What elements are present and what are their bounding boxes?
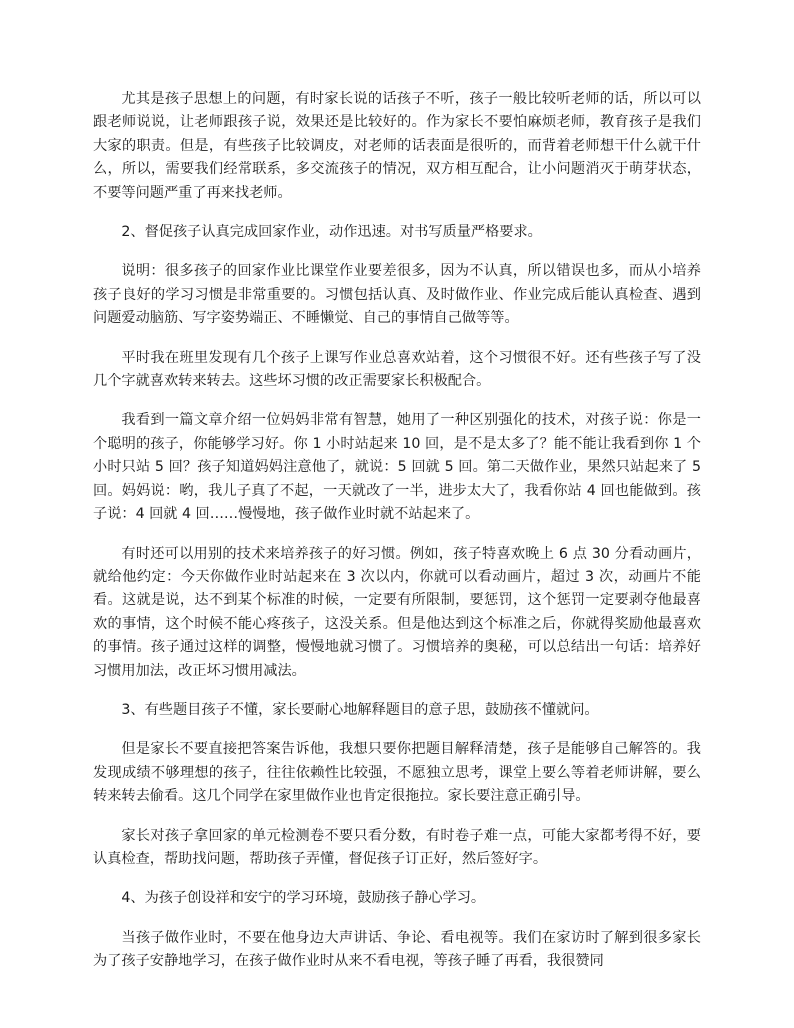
- paragraph-quiet-study: 当孩子做作业时，不要在他身边大声讲话、争论、看电视等。我们在家访时了解到很多家长为了孩子安静地学习，在孩子做作业时从来不看电视，等孩子睡了再看，我很赞同: [93, 929, 701, 970]
- paragraph-test-papers: 家长对孩子拿回家的单元检测卷不要只看分数，有时卷子难一点，可能大家都考得不好，要认真检查，帮助找问题，帮助孩子弄懂，督促孩子订正好，然后签好字。: [93, 827, 701, 867]
- heading-explain-questions: 3、有些题目孩子不懂，家长要耐心地解释题目的意子思，鼓励孩不懂就问。: [121, 701, 599, 718]
- heading-learning-environment: 4、为孩子创设祥和安宁的学习环境，鼓励孩子静心学习。: [121, 890, 486, 907]
- paragraph-bad-habits: 平时我在班里发现有几个孩子上课写作业总喜欢站着，这个习惯很不好。还有些孩子写了没几个字就喜欢转来转去。这些坏习惯的改正需要家长积极配合。: [93, 349, 701, 390]
- paragraph-habit-techniques: 有时还可以用别的技术来培养孩子的好习惯。例如，孩子特喜欢晚上 6 点 30 分看动画片，就给他约定：今天你做作业时站起来在 3 次以内，你就可以看动画片，超过 3 次，动画片不能看。这就是说，达不到某个标准的时候，一定要有所限制，要惩罚，这个惩罚一定要剥夺他最喜欢的事情，这个时候不能心疼孩子，这没关系。但是他达到这个标准之后，你就得奖励他最喜欢的事情。孩子通过这样的调整，慢慢地就习惯了。习惯培养的奥秘，可以总结出一句话：培养好习惯用加法，改正坏习惯用减法。: [93, 545, 701, 679]
- paragraph-mother-story: 我看到一篇文章介绍一位妈妈非常有智慧，她用了一种区别强化的技术，对孩子说：你是一个聪明的孩子，你能够学习好。你 1 小时站起来 10 回，是不是太多了？能不能让我看到你 1 个小时只站 5 回？孩子知道妈妈注意他了，就说：5 回就 5 回。第二天做作业，果然只站起来了 5 回。妈妈说：哟，我儿子真了不起，一天就改了一半，进步太大了，我看你站 4 回也能做到。孩子说：4 回就 4 回……慢慢地，孩子做作业时就不站起来了。: [93, 412, 701, 523]
- document-page: [93, 88, 701, 990]
- paragraph-teacher-communication: 尤其是孩子思想上的问题，有时家长说的话孩子不听，孩子一般比较听老师的话，所以可以跟老师说说，让老师跟孩子说，效果还是比较好的。作为家长不要怕麻烦老师，教育孩子是我们大家的职责。但是，有些孩子比较调皮，对老师的话表面是很听的，而背着老师想干什么就干什么，所以，需要我们经常联系，多交流孩子的情况，双方相互配合，让小问题消灭于萌芽状态，不要等问题严重了再来找老师。: [93, 91, 701, 201]
- heading-homework-supervision: 2、督促孩子认真完成回家作业，动作迅速。对书写质量严格要求。: [121, 224, 542, 241]
- paragraph-independent-thinking: 但是家长不要直接把答案告诉他，我想只要你把题目解释清楚，孩子是能够自己解答的。我发现成绩不够理想的孩子，往往依赖性比较强，不愿独立思考，课堂上要么等着老师讲解，要么转来转去偷看。这几个同学在家里做作业也肯定很拖拉。家长要注意正确引导。: [93, 741, 701, 805]
- paragraph-homework-explanation: 说明：很多孩子的回家作业比课堂作业要差很多，因为不认真，所以错误也多，而从小培养孩子良好的学习习惯是非常重要的。习惯包括认真、及时做作业、作业完成后能认真检查、遇到问题爱动脑筋、写字姿势端正、不睡懒觉、自己的事情自己做等等。: [93, 263, 701, 327]
